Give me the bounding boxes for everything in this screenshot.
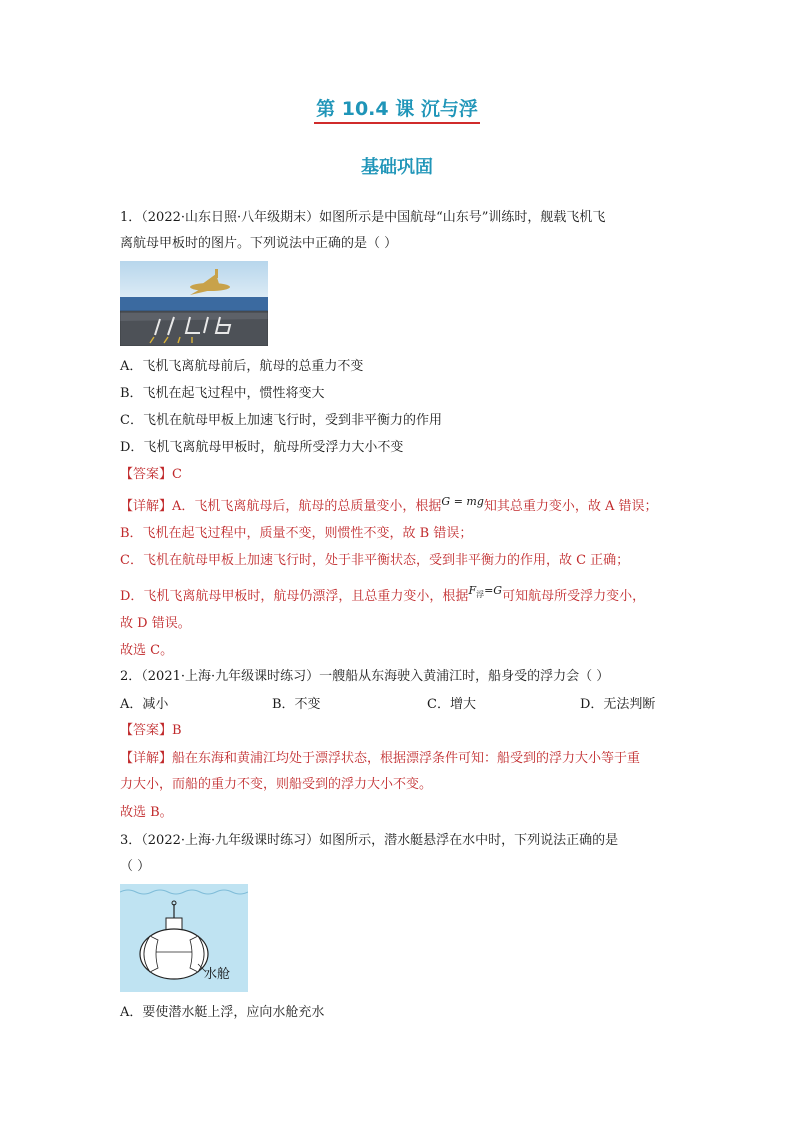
q2-detail-line1 bbox=[120, 750, 640, 768]
q2-option-a: A．减小 bbox=[120, 697, 169, 712]
q3-stem-line1: 3．（2022·上海·九年级课时练习）如图所示，潜水艇悬浮在水中时，下列说法正确的是 bbox=[120, 833, 619, 848]
q1-stem-line2: 离航母甲板时的图片。下列说法中正确的是（ ） bbox=[120, 236, 398, 251]
q1-detail-line3: C．飞机在航母甲板上加速飞行时，处于非平衡状态，受到非平衡力的作用，故 C 正确； bbox=[120, 553, 630, 568]
q1-formula-buoyancy bbox=[468, 584, 503, 600]
q1-detail-line2: B．飞机在起飞过程中，质量不变，则惯性不变，故 B 错误； bbox=[120, 526, 473, 541]
q1-answer: 【答案】C bbox=[120, 467, 182, 482]
water-tank-label: 水舱 bbox=[204, 967, 231, 982]
q1-formula-gmg: G = mg bbox=[441, 495, 484, 508]
q1-detail-line4-post: 可知航母所受浮力变小， bbox=[502, 589, 646, 604]
q2-option-b: B．不变 bbox=[272, 697, 321, 712]
q1-detail-line5: 故 D 错误。 bbox=[120, 616, 191, 631]
q1-detail-tag: 【详解】 bbox=[120, 499, 173, 514]
carrier-photo bbox=[120, 261, 268, 346]
submarine-figure bbox=[120, 884, 248, 992]
page-title: 第 10.4 课 沉与浮 bbox=[0, 97, 794, 124]
q1-detail-line1-post: 知其总重力变小，故 A 错误； bbox=[483, 499, 658, 514]
q2-option-c: C．增大 bbox=[427, 697, 476, 712]
q1-detail-line4 bbox=[120, 584, 646, 610]
q2-option-d: D．无法判断 bbox=[580, 697, 656, 712]
q1-option-c: C．飞机在航母甲板上加速飞行时，受到非平衡力的作用 bbox=[120, 413, 442, 428]
q2-answer: 【答案】B bbox=[120, 723, 182, 738]
q3-stem-line2: （ ） bbox=[120, 859, 151, 874]
q1-formula-f: F bbox=[468, 584, 477, 597]
q2-detail-line1-text: 船在东海和黄浦江均处于漂浮状态，根据漂浮条件可知：船受到的浮力大小等于重 bbox=[172, 751, 641, 766]
q1-detail-line1-pre: A．飞机飞离航母后，航母的总质量变小，根据 bbox=[172, 499, 442, 514]
q1-formula-rest: =G bbox=[484, 584, 503, 597]
q1-final: 故选 C。 bbox=[120, 643, 174, 658]
q2-stem: 2．（2021·上海·九年级课时练习）一艘船从东海驶入黄浦江时，船身受的浮力会（ ） bbox=[120, 669, 610, 684]
q1-detail-line1 bbox=[120, 495, 658, 516]
q1-option-d: D．飞机飞离航母甲板时，航母所受浮力大小不变 bbox=[120, 440, 404, 455]
q1-option-b: B．飞机在起飞过程中，惯性将变大 bbox=[120, 386, 325, 401]
q2-detail-line2: 力大小，而船的重力不变，则船受到的浮力大小不变。 bbox=[120, 777, 433, 792]
q1-stem-line1: 1．（2022·山东日照·八年级期末）如图所示是中国航母“山东号”训练时，舰载飞机飞 bbox=[120, 210, 606, 225]
q2-detail-tag: 【详解】 bbox=[120, 751, 173, 766]
q3-option-a: A．要使潜水艇上浮，应向水舱充水 bbox=[120, 1005, 325, 1020]
section-title: 基础巩固 bbox=[361, 157, 433, 178]
q2-final: 故选 B。 bbox=[120, 805, 173, 820]
q1-option-a: A．飞机飞离航母前后，航母的总重力不变 bbox=[120, 359, 364, 374]
q1-formula-sub: 浮 bbox=[476, 590, 485, 600]
q1-detail-line4-pre: D．飞机飞离航母甲板时，航母仍漂浮，且总重力变小，根据 bbox=[120, 589, 469, 604]
